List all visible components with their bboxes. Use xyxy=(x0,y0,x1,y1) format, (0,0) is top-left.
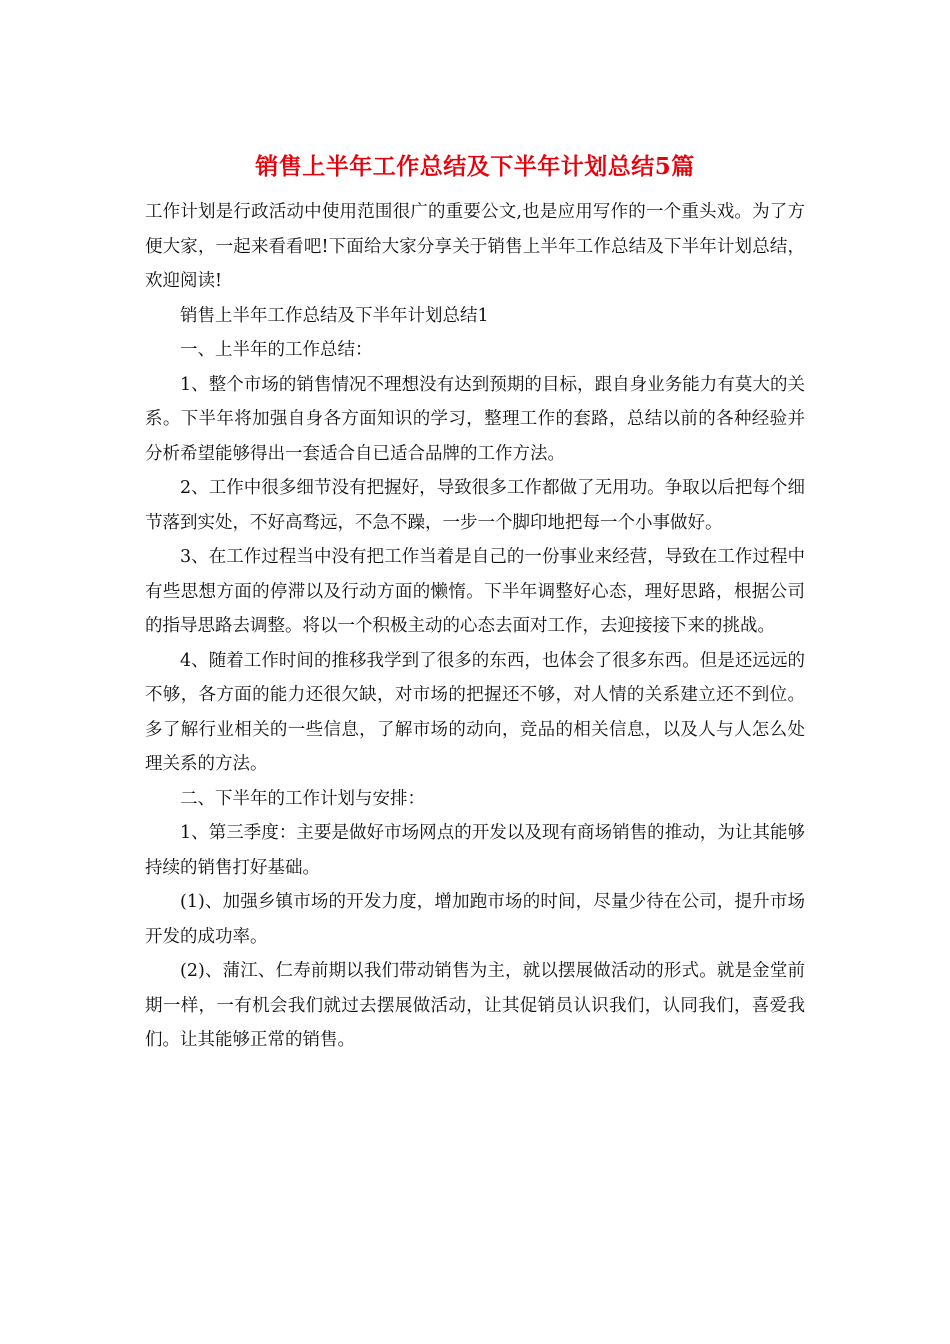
paragraph-plan-sub-2: (2)、蒲江、仁寿前期以我们带动销售为主，就以摆展做活动的形式。就是金堂前期一样，一有机会我们就过去摆展做活动，让其促销员认识我们，认同我们，喜爱我们。让其能够正常的销售。 xyxy=(145,961,805,1050)
document-title: 销售上半年工作总结及下半年计划总结5篇 xyxy=(255,153,695,180)
intro-paragraph: 工作计划是行政活动中使用范围很广的重要公文,也是应用写作的一个重头戏。为了方便大家，一起来看看吧!下面给大家分享关于销售上半年工作总结及下半年计划总结，欢迎阅读! xyxy=(145,202,805,291)
subsection-heading-first-half: 一、上半年的工作总结： xyxy=(180,340,373,360)
paragraph-item-1: 1、整个市场的销售情况不理想没有达到预期的目标，跟自身业务能力有莫大的关系。下半年将加强自身各方面知识的学习，整理工作的套路，总结以前的各种经验并分析希望能够得出一套适合自已适合品牌的工作方法。 xyxy=(145,374,805,464)
subsection-heading-second-half: 二、下半年的工作计划与安排： xyxy=(180,788,425,809)
paragraph-item-3: 3、在工作过程当中没有把工作当着是自己的一份事业来经营，导致在工作过程中有些思想方面的停滞以及行动方面的懒惰。下半年调整好心态，理好思路，根据公司的指导思路去调整。将以一个积极主动的心态去面对工作，去迎接接下来的挑战。 xyxy=(145,547,805,636)
document-body xyxy=(145,195,805,1058)
paragraph-plan-sub-1: (1)、加强乡镇市场的开发力度，增加跑市场的时间，尽量少待在公司，提升市场开发的成功率。 xyxy=(145,892,805,947)
paragraph-plan-1: 1、第三季度：主要是做好市场网点的开发以及现有商场销售的推动，为让其能够持续的销售打好基础。 xyxy=(145,823,805,878)
paragraph-item-4: 4、随着工作时间的推移我学到了很多的东西，也体会了很多东西。但是还远远的不够，各方面的能力还很欠缺，对市场的把握还不够，对人情的关系建立还不到位。多了解行业相关的一些信息，了解市场的动向，竞品的相关信息，以及人与人怎么处理关系的方法。 xyxy=(145,650,805,774)
section-heading: 销售上半年工作总结及下半年计划总结1 xyxy=(180,305,489,326)
paragraph-item-2: 2、工作中很多细节没有把握好，导致很多工作都做了无用功。争取以后把每个细节落到实处，不好高骛远，不急不躁，一步一个脚印地把每一个小事做好。 xyxy=(145,478,805,533)
